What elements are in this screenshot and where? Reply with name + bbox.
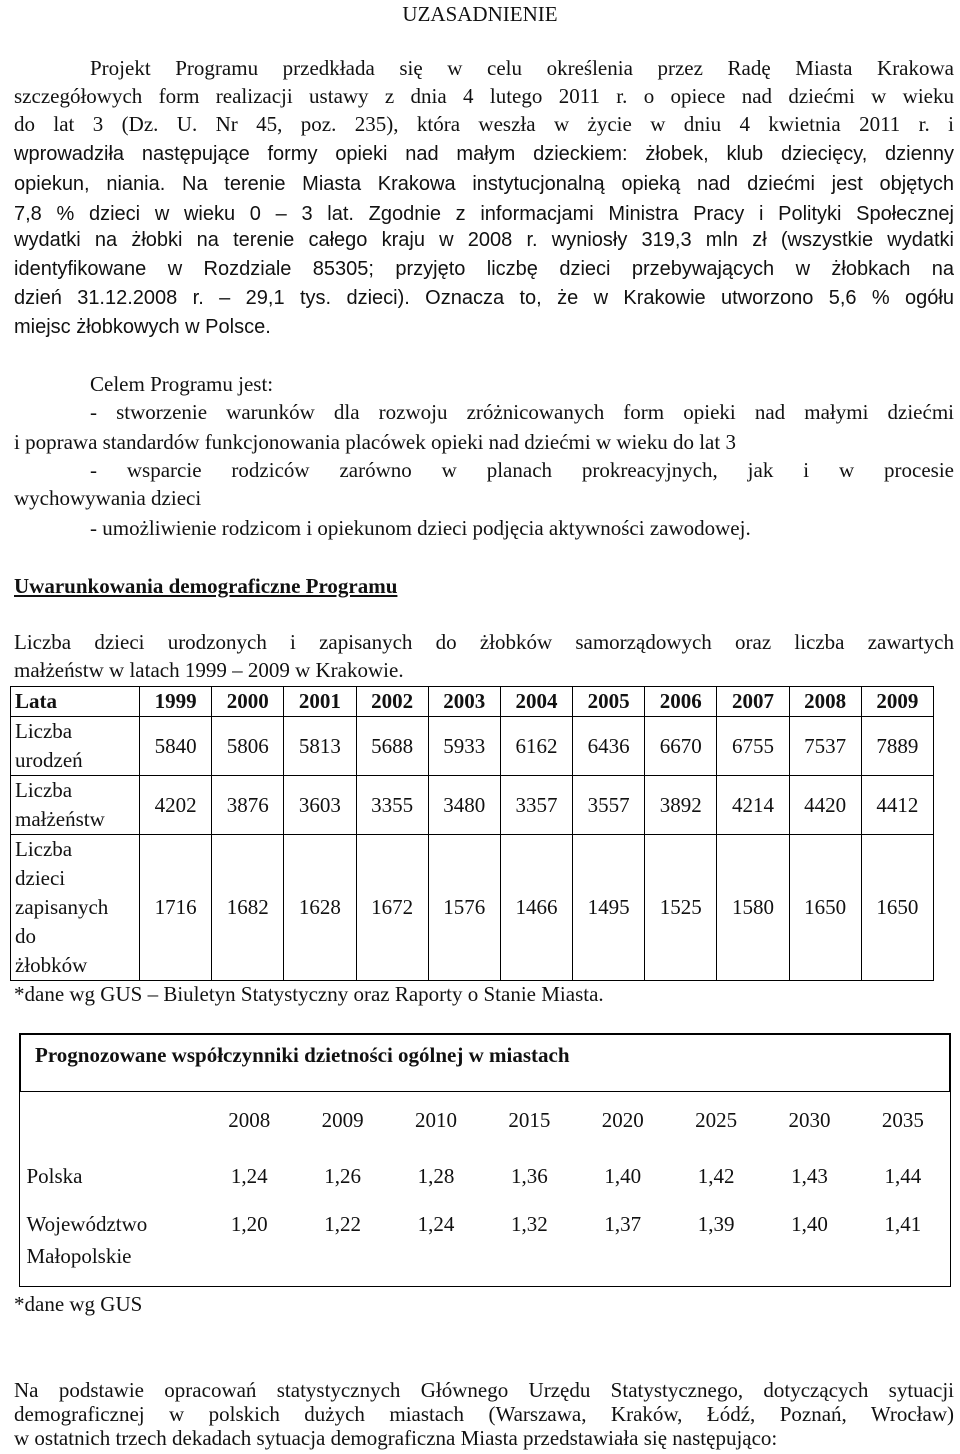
value-cell: 1,32 [510, 1212, 548, 1236]
table-row [21, 1204, 950, 1286]
value-cell: 1672 [356, 835, 428, 981]
intro-line: opiekun, niania. Na terenie Miasta Krakowa instytucjonalną opieką nad dziećmi jest objętych [14, 173, 954, 195]
document-title: UZASADNIENIE [402, 2, 558, 26]
value-cell: 3355 [356, 776, 428, 835]
table-title-row [21, 1035, 950, 1092]
intro-line: Projekt Programu przedkłada się w celu określenia przez Radę Miasta Krakowa [90, 56, 954, 80]
table2-source-note: *dane wg GUS [14, 1292, 143, 1316]
intro-line: dzień 31.12.2008 r. – 29,1 tys. dzieci). Oznacza to, że w Krakowie utworzono 5,6 % ogółu [14, 287, 954, 309]
value-cell: 1576 [428, 835, 500, 981]
value-cell: 1,37 [604, 1212, 642, 1236]
closing-line: demograficznej w polskich dużych miastach (Warszawa, Kraków, Łódź, Poznań, Wrocław) [14, 1402, 954, 1426]
intro-line: wydatki na żłobki na terenie całego kraju w 2008 r. wyniosły 319,3 mln zł (wszystkie wydatki [14, 229, 954, 251]
value-cell: 3892 [645, 776, 717, 835]
intro-line: miejsc żłobkowych w Polsce. [14, 316, 271, 338]
value-cell: 6670 [645, 717, 717, 776]
row-label-line: małżeństw [15, 807, 105, 831]
table-row [21, 1148, 950, 1204]
year-header-cell: 2010 [414, 1108, 457, 1132]
value-cell: 1,40 [604, 1164, 642, 1188]
value-cell: 6162 [500, 717, 572, 776]
value-cell: 1650 [789, 835, 861, 981]
intro-line: 7,8 % dzieci w wieku 0 – 3 lat. Zgodnie z informacjami Ministra Pracy i Polityki Społecznej [14, 203, 954, 225]
row-label-line: Województwo [26, 1212, 148, 1236]
value-cell: 1580 [717, 835, 789, 981]
intro-line: szczegółowych form realizacji ustawy z dnia 4 lutego 2011 r. o opiece nad dziećmi w wieku [14, 84, 954, 108]
row-label-line: zapisanych [15, 895, 109, 919]
section-heading: Uwarunkowania demograficzne Programu [14, 574, 398, 598]
value-cell: 5933 [428, 717, 500, 776]
value-cell: 1716 [140, 835, 212, 981]
closing-line: w ostatnich trzech dekadach sytuacja demograficzna Miasta przedstawiała się następująco: [14, 1426, 778, 1450]
value-cell: 1495 [573, 835, 645, 981]
year-header-cell: 2008 [228, 1108, 271, 1132]
value-cell: 3357 [500, 776, 572, 835]
births-marriages-table [10, 686, 934, 981]
value-cell: 6436 [573, 717, 645, 776]
value-cell: 1525 [645, 835, 717, 981]
table-header-row [21, 1092, 950, 1149]
row-label-line: do [15, 924, 36, 948]
value-cell: 5840 [140, 717, 212, 776]
intro-line: identyfikowane w Rozdziale 85305; przyjęto liczbę dzieci przebywających w żłobkach na [14, 258, 954, 280]
header-label-cell: Lata [11, 687, 140, 717]
row-label-line: Liczba [15, 719, 73, 743]
year-header-cell: 2005 [573, 687, 645, 717]
year-header-cell: 1999 [140, 687, 212, 717]
row-label-cell [21, 1204, 203, 1286]
table-row [11, 776, 934, 835]
closing-line: Na podstawie opracowań statystycznych Głównego Urzędu Statystycznego, dotyczących sytuacji [14, 1378, 954, 1402]
row-label-line: dzieci [15, 866, 66, 890]
goal-line: - stworzenie warunków dla rozwoju zróżnicowanych form opieki nad małymi dziećmi [90, 400, 954, 424]
value-cell: 3480 [428, 776, 500, 835]
value-cell: 1,43 [791, 1164, 828, 1188]
value-cell: 1466 [500, 835, 572, 981]
row-label-line: Liczba [15, 778, 73, 802]
table-row [11, 717, 934, 776]
row-label-line: Liczba [15, 837, 73, 861]
year-header-cell: 2009 [861, 687, 933, 717]
value-cell: 1682 [212, 835, 284, 981]
value-cell: 1,24 [417, 1212, 455, 1236]
row-label-cell [11, 717, 140, 776]
goal-line: wychowywania dzieci [14, 486, 202, 510]
value-cell: 1650 [861, 835, 933, 981]
value-cell: 1,44 [884, 1164, 922, 1188]
goal-line: i poprawa standardów funkcjonowania placówek opieki nad dziećmi w wieku do lat 3 [14, 430, 736, 454]
year-header-cell: 2009 [321, 1108, 364, 1132]
value-cell: 5688 [356, 717, 428, 776]
goal-line: - umożliwienie rodzicom i opiekunom dzieci podjęcia aktywności zawodowej. [90, 516, 751, 540]
year-header-cell: 2020 [601, 1108, 644, 1132]
row-label-line: urodzeń [15, 748, 83, 772]
value-cell: 3876 [212, 776, 284, 835]
value-cell: 1,42 [697, 1164, 735, 1188]
row-label-line: Polska [26, 1164, 83, 1188]
year-header-cell: 2025 [695, 1108, 738, 1132]
year-header-cell: 2006 [645, 687, 717, 717]
value-cell: 1,24 [230, 1164, 268, 1188]
value-cell: 1,28 [417, 1164, 455, 1188]
row-label-cell [11, 776, 140, 835]
year-header-cell: 2015 [508, 1108, 551, 1132]
goals-intro: Celem Programu jest: [90, 372, 274, 396]
value-cell: 1,26 [324, 1164, 361, 1188]
intro-line: do lat 3 (Dz. U. Nr 45, poz. 235), która weszła w życie w dniu 4 kwietnia 2011 r. i [14, 112, 954, 136]
value-cell: 4214 [717, 776, 789, 835]
value-cell: 4412 [861, 776, 933, 835]
year-header-cell: 2002 [356, 687, 428, 717]
year-header-cell: 2008 [789, 687, 861, 717]
value-cell: 5806 [212, 717, 284, 776]
row-label-cell [11, 835, 140, 981]
table1-caption-line: małżeństw w latach 1999 – 2009 w Krakowie. [14, 658, 404, 682]
intro-line: wprowadziła następujące formy opieki nad małym dzieckiem: żłobek, klub dziecięcy, dzienny [14, 143, 954, 165]
value-cell: 4202 [140, 776, 212, 835]
value-cell: 6755 [717, 717, 789, 776]
table-header-row [11, 687, 934, 717]
year-header-cell: 2004 [500, 687, 572, 717]
year-header-cell: 2007 [717, 687, 789, 717]
year-header-cell: 2003 [428, 687, 500, 717]
value-cell: 3557 [573, 776, 645, 835]
value-cell: 4420 [789, 776, 861, 835]
fertility-forecast-table [20, 1034, 950, 1286]
table1-caption-line: Liczba dzieci urodzonych i zapisanych do żłobków samorządowych oraz liczba zawartych [14, 630, 954, 654]
year-header-cell: 2001 [284, 687, 356, 717]
goal-line: - wsparcie rodziców zarówno w planach prokreacyjnych, jak i w procesie [90, 458, 954, 482]
value-cell: 3603 [284, 776, 356, 835]
value-cell: 7537 [789, 717, 861, 776]
value-cell: 1,20 [230, 1212, 268, 1236]
row-label-cell [21, 1148, 203, 1204]
year-header-cell: 2000 [212, 687, 284, 717]
value-cell: 1,36 [510, 1164, 548, 1188]
value-cell: 5813 [284, 717, 356, 776]
table1-source-note: *dane wg GUS – Biuletyn Statystyczny oraz Raporty o Stanie Miasta. [14, 982, 604, 1006]
value-cell: 1,39 [697, 1212, 735, 1236]
table-title-cell: Prognozowane współczynniki dzietności ogólnej w miastach [21, 1035, 950, 1092]
empty-header-cell [21, 1092, 203, 1149]
value-cell: 1,40 [791, 1212, 828, 1236]
row-label-line: Małopolskie [26, 1244, 132, 1268]
value-cell: 1628 [284, 835, 356, 981]
value-cell: 7889 [861, 717, 933, 776]
value-cell: 1,22 [324, 1212, 361, 1236]
year-header-cell: 2030 [788, 1108, 831, 1132]
year-header-cell: 2035 [881, 1108, 924, 1132]
table-row [11, 835, 934, 981]
row-label-line: żłobków [15, 953, 88, 977]
value-cell: 1,41 [884, 1212, 922, 1236]
